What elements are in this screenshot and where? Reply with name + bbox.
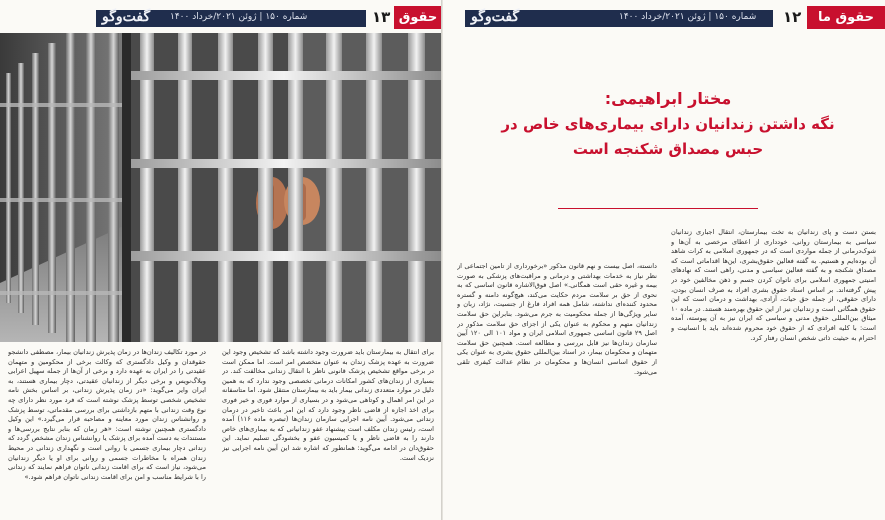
section-label: گفت‌وگو [471, 9, 520, 25]
column-text: در مورد تکالیف زندان‌ها در زمان پذیرش زندانیان بیمار، مصطفی دانشجو حقوقدان و وکیل دادگستری که وکالت برخی از محکومین و متهمان عقیدتی را در ایران به عهده دارد و برخی از آن‌ها از جمله سهیل اعرابی وبلاگ‌نویس و برخی دیگر از زندانیان عقیدتی، دچار بیماری هستند، به ایران وایر می‌گوید: «در زمان پذیرش زندانی، بر اساس بخش نامه تشخیص شخصی توسط پزشک نوشته است که فرد مورد نظر دارای چه نوع وقت زندانی با متهم بازداشتی برای بررسی مقدماتی، توسط پزشک و روانشناس زندان مورد معاینه و مصاحبه قرار می‌گیرد.» این وکیل دادگستری همچنین نوشته است: «هر زمان که بنابر نتایج بررسی‌ها و مستندات به دست آمده برای پزشک یا روانشناس زندان مشخص گردد که زندانی دچار بیماری جسمی یا روانی است و نگهداری زندانی در محیط زندان همراه با مخاطرات جسمی و روانی برای او یا دیگر زندانیان می‌شود، نیاز است که برای اقامت زندانی ناتوان فراهم نمایند که زندانی را با شرایط مناسب و امن برای اقامت زندانی ناتوان فراهم شود.» [8, 348, 206, 481]
column-text: دانسته، اصل بیست و نهم قانون مذکور «برخورداری از تامین اجتماعی از نظر نیاز به خدمات بهداشتی و درمانی و مراقبت‌های پزشکی به صورت بیمه و غیره حقی است همگانی.» اصل فوق‌الاشاره قانون اساسی که به نحوی از حق بر سلامت مردم حکایت می‌کند، هیچ‌گونه دامنه و گستره محدود کننده‌ای نداشته، شامل همه افراد فارغ از جنسیت، نژاد، زبان و سایر ویژگی‌ها از جمله محکومیت به جرم می‌شود. بنابراین حق سلامت زندانیان متهم و محکوم به عنوان یکی از اجزای حق سلامت مذکور در اصل ۲۹ قانون اساسی جمهوری اسلامی ایران و مواد ۱۰۱ الی ۱۲۰ آیین سازمان زندان‌ها نیز قابل بررسی و مطالعه است. همچنین حق سلامت متهمان و محکومان بیمار، در اسناد بین‌المللی حقوق بشری به عنوان یکی از حقوق اساسی انسان‌ها و محکومان در نظام عدالت کیفری تلقی می‌شود. [457, 262, 657, 376]
left-page [0, 0, 442, 520]
left-page-header [0, 6, 442, 28]
issue-line: شماره ۱۵۰ | ژوئن ۲۰۲۱/خرداد ۱۴۰۰ [170, 12, 308, 22]
issue-line: شماره ۱۵۰ | ژوئن ۲۰۲۱/خرداد ۱۴۰۰ [619, 12, 757, 22]
right-page-header [443, 6, 885, 28]
article-column [222, 348, 434, 520]
title-line: حبس مصداق شکنجه است [572, 140, 764, 158]
section-label: گفت‌وگو [102, 9, 151, 25]
title-divider [558, 208, 758, 209]
article-column [457, 262, 657, 520]
publication-badge: حقوق [394, 6, 442, 29]
page-number: ۱۲ [783, 8, 802, 26]
article-column [671, 228, 876, 520]
column-text: بستن دست و پای زندانیان به تخت بیمارستان، انتقال اجباری زندانیان سیاسی به بیمارستان روانی، خودداری از اعطای مرخصی به آن‌ها و شوک‌درمانی از جمله مواردی است که در جمهوری اسلامی به کرات شاهد آن بوده‌ایم و هستیم. به گفته فعالین حقوق‌بشری، این‌ها اقداماتی است که مصداق شکنجه و به گفته فعالین سیاسی و مدنی، راهی است که نهادهای امنیتی جمهوری اسلامی برای ناتوان کردن جسم و ذهن مخالفین خود در پیش گرفته‌اند. بر اساس اسناد حقوق بشری افراد به صرف انسان بودن، دارای حقوقی، از جمله حق حیات، آزادی، بهداشت و درمان است که این حقوق همگانی است و زندانیان نیز از این حقوق بهره‌مند هستند. در ماده ۱۰ میثاق بین‌المللی حقوق مدنی و سیاسی که ایران نیز به آن پیوسته، آمده است: با کلیه افرادی که از حقوق خود محروم شده‌اند باید با انسانیت و احترام به حیثیت ذاتی شخص انسان رفتار کرد. [671, 228, 876, 342]
right-page [443, 0, 885, 520]
column-text: برای انتقال به بیمارستان باید ضرورت وجود داشته باشد که تشخیص وجود این ضرورت به عهده پزشک زندان به عنوان متخصص امر است. اما ممکن است در برخی مواقع تشخیص پزشک قانونی ناظر با انتقال زندانی مخالفت کند. در بسیاری از زندان‌های کشور امکانات درمانی تخصصی وجود ندارد که به همین دلیل در موارد متعددی زندانی بیمار باید به بیمارستان منتقل شود. اما متاسفانه در این امر اهمال و کوتاهی می‌شود و در بسیاری از موارد فوری و خیر فوری برای اخذ اجازه از قاضی ناظر وجود دارد که این امر باعث تاخیر در درمان زندانی می‌شود. آیین نامه اجرایی سازمان زندان‌ها (تبصره ماده ۱۱۶) آمده است، رئیس زندان مکلف است پیشنهاد عفو زندانیانی که به بیماری‌های خاص دارند را به قاضی ناظر و یا کمیسیون عفو و بخشودگی تسلیم نماید. این حقوق‌دان در ادامه می‌گوید: همانطور که اشاره شد این آیین نامه اجرایی نیز نزدیک است. [222, 348, 434, 462]
title-line: مختار ابراهیمی: [604, 89, 732, 108]
article-title [463, 86, 873, 162]
publication-badge: حقوق ما [807, 6, 885, 29]
prison-bars-photo [0, 33, 442, 342]
prison-bars-illustration [0, 33, 442, 342]
title-line: نگه داشتن زندانیان دارای بیماری‌های خاص در [501, 115, 835, 133]
page-number: ۱۳ [372, 8, 391, 26]
article-column [8, 348, 206, 520]
